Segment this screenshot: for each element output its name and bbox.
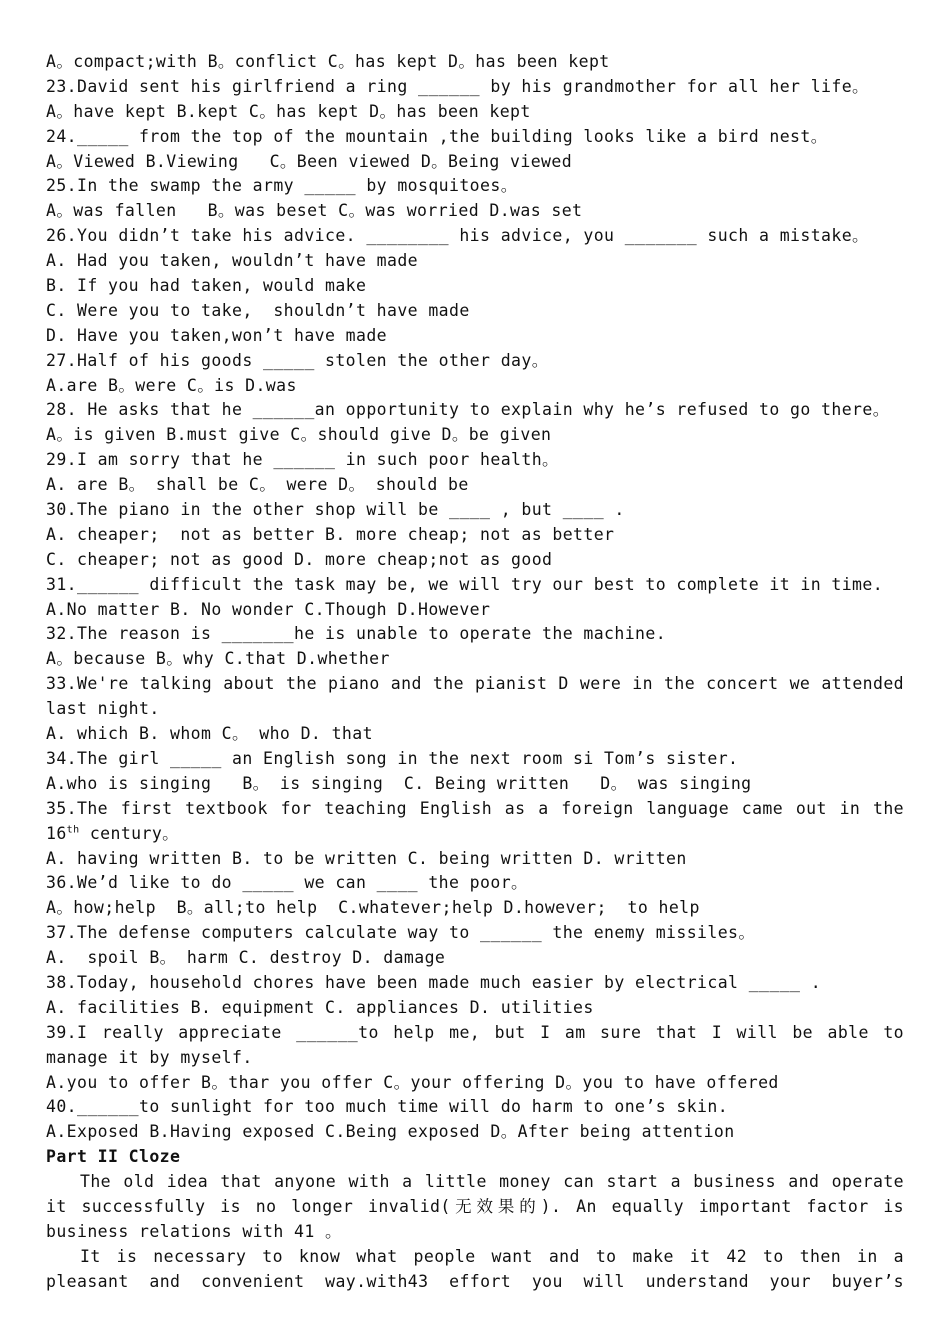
question-34: 34.The girl _____ an English song in the next room si Tom’s sister.	[46, 748, 739, 768]
options-34: A.who is singing B。 is singing C. Being written D。 was singing	[46, 773, 752, 793]
question-29: 29.I am sorry that he ______ in such poor health。	[46, 450, 559, 470]
options-31: A.No matter B. No wonder C.Though D.However	[46, 599, 491, 619]
question-35-cont	[46, 822, 904, 847]
cloze-paragraph-2-line-2: pleasant and convenient way.with43 effort you will understand your buyer’s	[46, 1271, 904, 1291]
options-25: A。was fallen B。was beset C。was worried D.was set	[46, 201, 583, 221]
question-33: 33.We're talking about the piano and the pianist D were in the concert we attended	[46, 674, 904, 694]
option-26-d: D. Have you taken,won’t have made	[46, 325, 388, 345]
options-32: A。because B。why C.that D.whether	[46, 649, 390, 669]
options-38: A. facilities B. equipment C. appliances D. utilities	[46, 997, 594, 1017]
options-28: A。is given B.must give C。should give D。be given	[46, 425, 552, 445]
question-32: 32.The reason is _______he is unable to operate the machine.	[46, 624, 667, 644]
cloze-paragraph-1-line-1: The old idea that anyone with a little money can start a business and operate	[80, 1172, 904, 1192]
question-28: 28. He asks that he ______an opportunity to explain why he’s refused to go there。	[46, 400, 890, 420]
option-26-a: A. Had you taken, wouldn’t have made	[46, 251, 419, 271]
document-page	[46, 50, 904, 1295]
question-23: 23.David sent his girlfriend a ring ______ by his grandmother for all her life。	[46, 76, 869, 96]
options-36: A。how;help B。all;to help C.whatever;help D.however; to help	[46, 898, 700, 918]
question-38: 38.Today, household chores have been made much easier by electrical _____ .	[46, 972, 822, 992]
question-37: 37.The defense computers calculate way to ______ the enemy missiles。	[46, 923, 756, 943]
question-35: 35.The first textbook for teaching English as a foreign language came out in the	[46, 798, 904, 818]
options-39: A.you to offer B。thar you offer C。your offering D。you to have offered	[46, 1072, 779, 1092]
options-40: A.Exposed B.Having exposed C.Being exposed D。After being attention	[46, 1122, 735, 1142]
section-heading: Part II Cloze	[46, 1147, 181, 1167]
options-30-ab: A. cheaper; not as better B. more cheap; not as better	[46, 524, 615, 544]
options-35: A. having written B. to be written C. being written D. written	[46, 848, 687, 868]
option-26-b: B. If you had taken, would make	[46, 276, 367, 296]
cloze-paragraph-2-line-1: It is necessary to know what people want and to make it 42 to then in a	[80, 1246, 904, 1266]
question-27: 27.Half of his goods _____ stolen the other day。	[46, 350, 549, 370]
options-33: A. which B. whom C。 who D. that	[46, 724, 373, 744]
option-26-c: C. Were you to take, shouldn’t have made	[46, 300, 470, 320]
question-25: 25.In the swamp the army _____ by mosquitoes。	[46, 176, 518, 196]
question-26: 26.You didn’t take his advice. ________ his advice, you _______ such a mistake。	[46, 226, 869, 246]
question-31: 31.______ difficult the task may be, we will try our best to complete it in time.	[46, 574, 884, 594]
century-number: 16	[46, 823, 67, 843]
cloze-paragraph-1-line-2: it successfully is no longer invalid(无效果的). An equally important factor is	[46, 1196, 904, 1216]
question-36: 36.We’d like to do _____ we can ____ the poor。	[46, 873, 528, 893]
text-line: A。compact;with B。conflict C。has kept D。has been kept	[46, 52, 610, 71]
options-27: A.are B。were C。is D.was	[46, 375, 297, 395]
question-39: 39.I really appreciate ______to help me, but I am sure that I will be able to	[46, 1022, 904, 1042]
options-30-cd: C. cheaper; not as good D. more cheap;not as good	[46, 549, 553, 569]
options-37: A. spoil B。 harm C. destroy D. damage	[46, 948, 446, 968]
question-40: 40.______to sunlight for too much time will do harm to one’s skin.	[46, 1097, 729, 1117]
century-word: century。	[79, 823, 180, 843]
question-30: 30.The piano in the other shop will be ____ , but ____ .	[46, 500, 625, 520]
ordinal-suffix: th	[66, 824, 80, 836]
options-23: A。have kept B.kept C。has kept D。has been kept	[46, 101, 531, 121]
question-39-cont: manage it by myself.	[46, 1047, 253, 1067]
options-24: A。Viewed B.Viewing C。Been viewed D。Being viewed	[46, 151, 573, 171]
question-24: 24._____ from the top of the mountain ,the building looks like a bird nest。	[46, 126, 828, 146]
cloze-paragraph-1-line-3: business relations with 41 。	[46, 1221, 342, 1241]
question-33-cont: last night.	[46, 699, 160, 719]
options-29: A. are B。 shall be C。 were D。 should be	[46, 475, 469, 495]
